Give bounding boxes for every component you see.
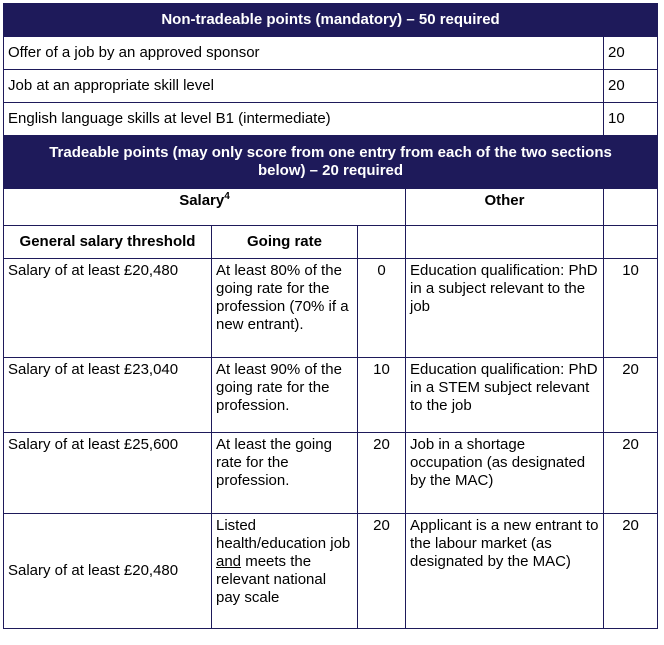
going-rate-text: Listed health/education job <box>216 517 351 552</box>
salary-footnote-marker: 4 <box>224 191 230 202</box>
mandatory-header: Non-tradeable points (mandatory) – 50 required <box>4 4 658 37</box>
salary-heading <box>4 189 406 226</box>
mandatory-row <box>4 103 658 136</box>
mandatory-row <box>4 70 658 103</box>
other-points-cell: 20 <box>604 514 658 629</box>
mandatory-header-row <box>4 4 658 37</box>
salary-threshold-cell: Salary of at least £25,600 <box>4 433 212 514</box>
points-table-container <box>3 3 657 629</box>
empty-cell <box>358 226 406 259</box>
mandatory-row <box>4 37 658 70</box>
salary-points-cell: 10 <box>358 358 406 433</box>
mandatory-label: English language skills at level B1 (intermediate) <box>4 103 604 136</box>
tradeable-row <box>4 433 658 514</box>
other-points-cell: 20 <box>604 433 658 514</box>
mandatory-label: Job at an appropriate skill level <box>4 70 604 103</box>
going-rate-cell <box>212 514 358 629</box>
other-criterion-cell: Job in a shortage occupation (as designated by the MAC) <box>406 433 604 514</box>
salary-points-cell: 20 <box>358 433 406 514</box>
salary-threshold-cell: Salary of at least £23,040 <box>4 358 212 433</box>
tradeable-header: Tradeable points (may only score from one entry from each of the two sections below) – 20 required <box>4 136 658 189</box>
salary-threshold-cell: Salary of at least £20,480 <box>4 259 212 358</box>
salary-points-cell: 0 <box>358 259 406 358</box>
tradeable-header-row <box>4 136 658 189</box>
going-rate-column-heading: Going rate <box>212 226 358 259</box>
salary-heading-text: Salary <box>179 192 225 209</box>
going-rate-text: meets the relevant national pay scale <box>216 553 327 606</box>
salary-threshold-cell: Salary of at least £20,480 <box>4 514 212 629</box>
other-criterion-cell: Education qualification: PhD in a subject relevant to the job <box>406 259 604 358</box>
other-heading: Other <box>406 189 604 226</box>
tradeable-row <box>4 358 658 433</box>
going-rate-underlined-text: and <box>216 553 242 570</box>
other-criterion-cell: Education qualification: PhD in a STEM subject relevant to the job <box>406 358 604 433</box>
other-criterion-cell: Applicant is a new entrant to the labour market (as designated by the MAC) <box>406 514 604 629</box>
threshold-column-heading: General salary threshold <box>4 226 212 259</box>
going-rate-cell: At least the going rate for the profession. <box>212 433 358 514</box>
other-points-cell: 20 <box>604 358 658 433</box>
points-table <box>3 3 658 629</box>
empty-cell <box>604 189 658 226</box>
mandatory-points: 20 <box>604 37 658 70</box>
column-heading-row <box>4 226 658 259</box>
empty-cell <box>406 226 604 259</box>
going-rate-cell: At least 80% of the going rate for the profession (70% if a new entrant). <box>212 259 358 358</box>
empty-cell <box>604 226 658 259</box>
tradeable-row <box>4 259 658 358</box>
mandatory-points: 20 <box>604 70 658 103</box>
tradeable-row <box>4 514 658 629</box>
salary-points-cell: 20 <box>358 514 406 629</box>
mandatory-points: 10 <box>604 103 658 136</box>
mandatory-label: Offer of a job by an approved sponsor <box>4 37 604 70</box>
other-points-cell: 10 <box>604 259 658 358</box>
going-rate-cell: At least 90% of the going rate for the profession. <box>212 358 358 433</box>
section-heading-row <box>4 189 658 226</box>
